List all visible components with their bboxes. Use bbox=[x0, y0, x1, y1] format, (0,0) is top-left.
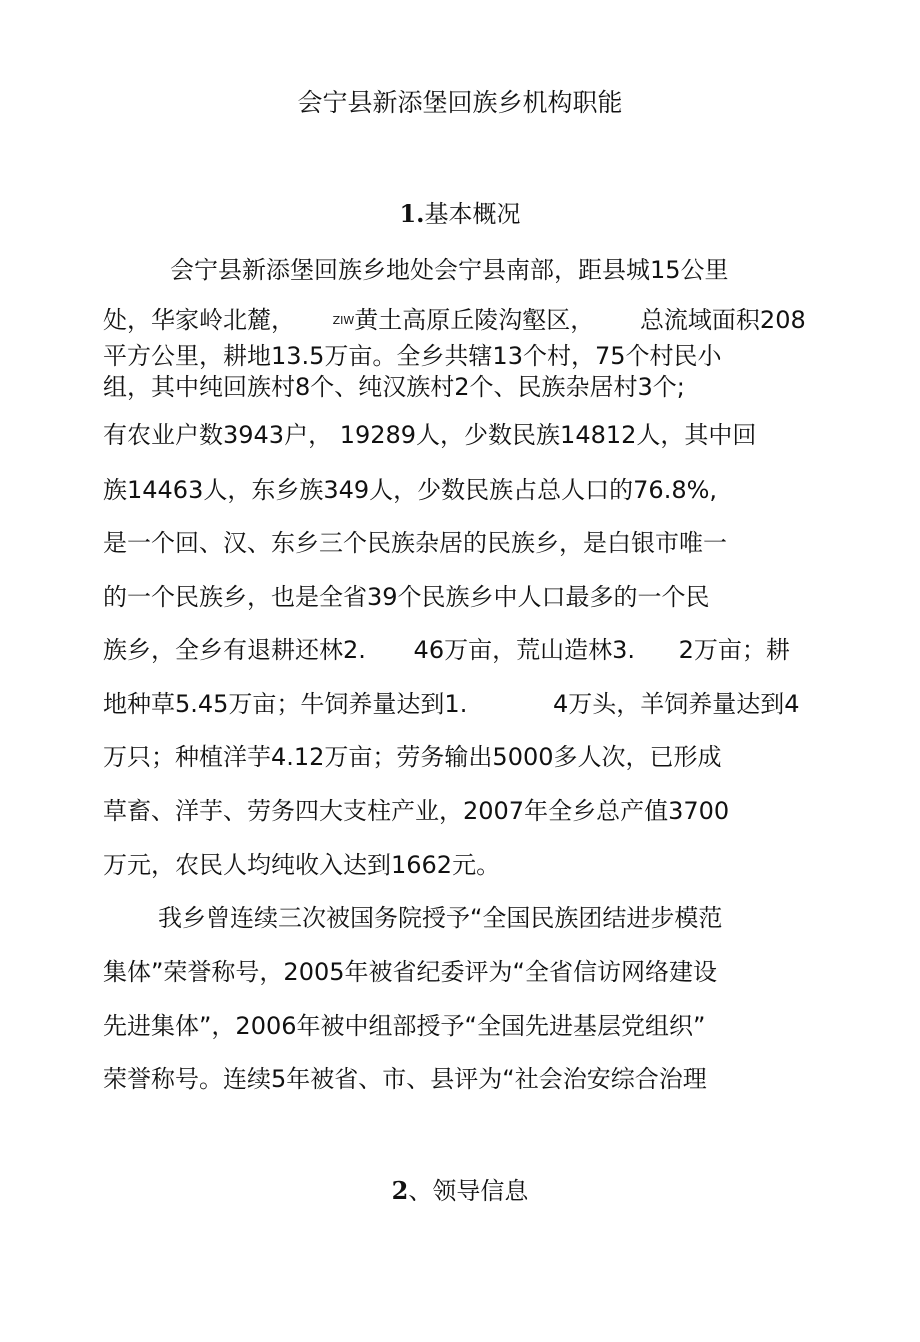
document-title: 会宁县新添堡回族乡机构职能 bbox=[297, 88, 623, 117]
text-fragment: 2万亩；耕 bbox=[678, 636, 790, 664]
paragraph2-line: 我乡曾连续三次被国务院授予“全国民族团结进步模范 bbox=[158, 904, 723, 932]
paragraph1-line: 会宁县新添堡回族乡地处会宁县南部，距县城15公里 bbox=[170, 256, 729, 284]
section-heading-basic-overview bbox=[0, 198, 920, 230]
section-heading-leadership-info bbox=[0, 1175, 920, 1207]
paragraph1-line bbox=[103, 635, 790, 665]
stray-mark: ZIW bbox=[332, 314, 355, 327]
paragraph1-line: 是一个回、汉、东乡三个民族杂居的民族乡，是白银市唯一 bbox=[103, 529, 727, 557]
section-label: 基本概况 bbox=[424, 200, 521, 228]
text-fragment: 46万亩，荒山造林3. bbox=[413, 636, 635, 664]
paragraph1-line: 万元，农民人均纯收入达到1662元。 bbox=[103, 851, 501, 879]
paragraph2-line: 先进集体”，2006年被中组部授予“全国先进基层党组织” bbox=[103, 1012, 706, 1040]
text-fragment: 处，华家岭北麓， bbox=[103, 306, 295, 334]
text-fragment: 黄土高原丘陵沟壑区， bbox=[354, 306, 595, 334]
paragraph1-line: 草畜、洋芋、劳务四大支柱产业，2007年全乡总产值3700 bbox=[103, 797, 730, 825]
paragraph1-line: 万只；种植洋芋4.12万亩；劳务输出5000多人次，已形成 bbox=[103, 743, 722, 771]
paragraph2-line: 集体”荣誉称号，2005年被省纪委评为“全省信访网络建设 bbox=[103, 958, 717, 986]
paragraph1-line: 族14463人，东乡族349人，少数民族占总人口的76.8%, bbox=[103, 476, 718, 504]
section-number: 2 bbox=[391, 1176, 409, 1205]
text-fragment: 4万头，羊饲养量达到4 bbox=[552, 690, 800, 718]
paragraph1-line bbox=[103, 305, 806, 336]
paragraph2-line: 荣誉称号。连续5年被省、市、县评为“社会治安综合治理 bbox=[103, 1065, 707, 1093]
paragraph1-line: 组，其中纯回族村8个、纯汉族村2个、民族杂居村3个; bbox=[103, 373, 685, 401]
paragraph1-line bbox=[103, 689, 800, 719]
section-label: 、领导信息 bbox=[408, 1177, 529, 1205]
text-fragment: 地种草5.45万亩；牛饲养量达到1. bbox=[103, 690, 468, 718]
paragraph1-line: 有农业户数3943户， 19289人，少数民族14812人，其中回 bbox=[103, 421, 757, 449]
section-number: 1. bbox=[399, 199, 425, 228]
paragraph1-line: 平方公里，耕地13.5万亩。全乡共辖13个村，75个村民小 bbox=[103, 342, 722, 370]
text-fragment: 总流域面积208 bbox=[639, 306, 806, 334]
text-fragment: 族乡，全乡有退耕还林2. bbox=[103, 636, 366, 664]
paragraph1-line: 的一个民族乡，也是全省39个民族乡中人口最多的一个民 bbox=[103, 583, 710, 611]
